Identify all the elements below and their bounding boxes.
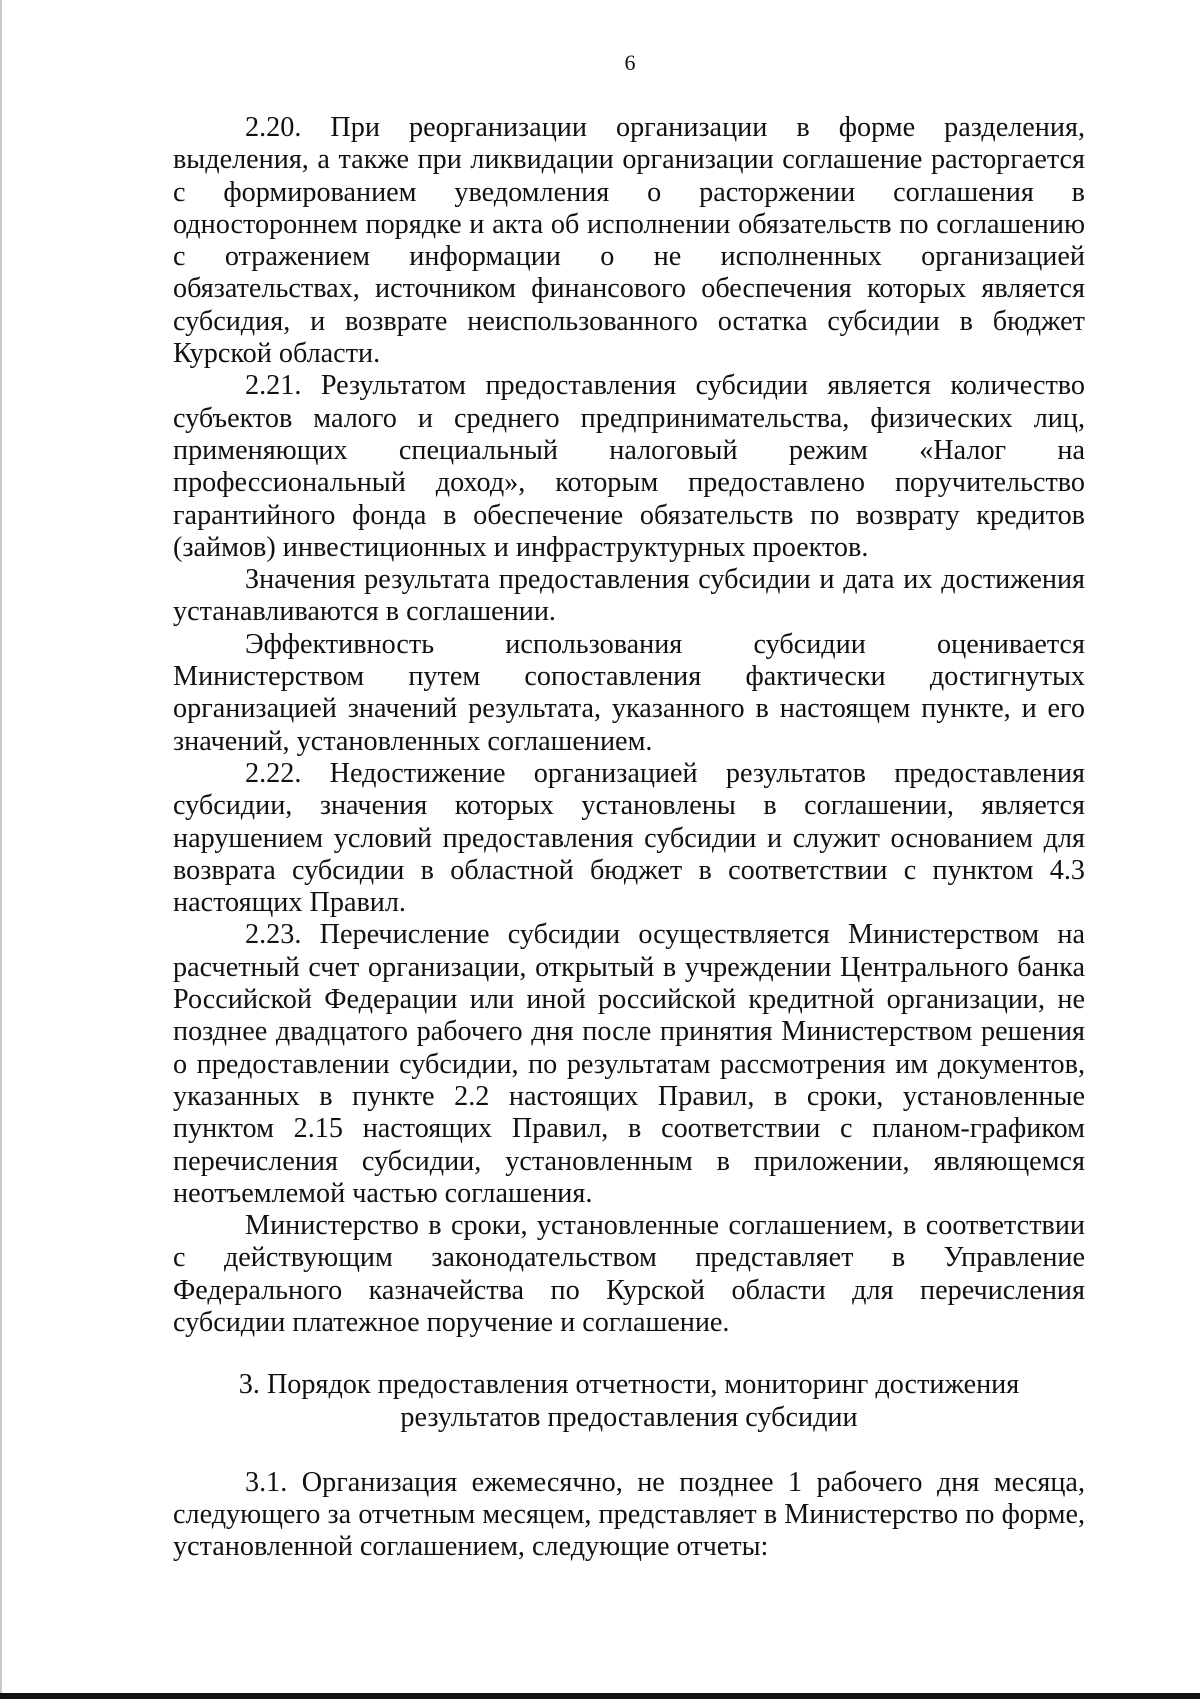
document-body [173,112,1085,1564]
paragraph-2-21: 2.21. Результатом предоставления субсидии является количество субъектов малого и среднего предпринимательства, физических лиц, применяющих специальный налоговый режим «Налог на профессиональный доход», которым предоставлено поручительство гарантийного фонда в обеспечение обязательств по возврату кредитов (займов) инвестиционных и инфраструктурных проектов. [173,370,1085,563]
paragraph-ministry-payment: Министерство в сроки, установленные соглашением, в соответствии с действующим законодательством представляет в Управление Федерального казначейства по Курской области для перечисления субсидии платежное поручение и соглашение. [173,1210,1085,1338]
section-3-heading-line-2: результатов предоставления субсидии [400,1401,858,1433]
paragraph-2-23: 2.23. Перечисление субсидии осуществляется Министерством на расчетный счет организации, открытый в учреждении Центрального банка Российской Федерации или иной российской кредитной организации, не позднее двадцатого рабочего дня после принятия Министерством решения о предоставлении субсидии, по результатам рассмотрения им документов, указанных в пункте 2.2 настоящих Правил, в сроки, установленные пунктом 2.15 настоящих Правил, в соответствии с планом-графиком перечисления субсидии, установленным в приложении, являющемся неотъемлемой частью соглашения. [173,919,1085,1209]
paragraph-2-20: 2.20. При реорганизации организации в форме разделения, выделения, а также при ликвидации организации соглашение расторгается с формированием уведомления о расторжении соглашения в одностороннем порядке и акта об исполнении обязательств по соглашению с отражением информации о не исполненных организацией обязательствах, источником финансового обеспечения которых является субсидия, и возврате неиспользованного остатка субсидии в бюджет Курской области. [173,112,1085,370]
section-3-heading-line-1: 3. Порядок предоставления отчетности, мониторинг достижения [238,1369,1020,1401]
paragraph-3-1: 3.1. Организация ежемесячно, не позднее 1 рабочего дня месяца, следующего за отчетным месяцем, представляет в Министерство по форме, установленной соглашением, следующие отчеты: [173,1466,1085,1563]
page-number: 6 [624,50,636,75]
scan-left-edge [0,0,2,1699]
paragraph-efficiency: Эффективность использования субсидии оценивается Министерством путем сопоставления фактически достигнутых организацией значений результата, указанного в настоящем пункте, и его значений, установленных соглашением. [173,628,1085,757]
scan-bottom-edge [0,1693,1200,1699]
paragraph-2-22: 2.22. Недостижение организацией результатов предоставления субсидии, значения которых установлены в соглашении, является нарушением условий предоставления субсидии и служит основанием для возврата субсидии в областной бюджет в соответствии с пунктом 4.3 настоящих Правил. [173,757,1085,919]
paragraph-result-values: Значения результата предоставления субсидии и дата их достижения устанавливаются в соглашении. [173,564,1085,628]
section-3-heading [173,1369,1085,1434]
